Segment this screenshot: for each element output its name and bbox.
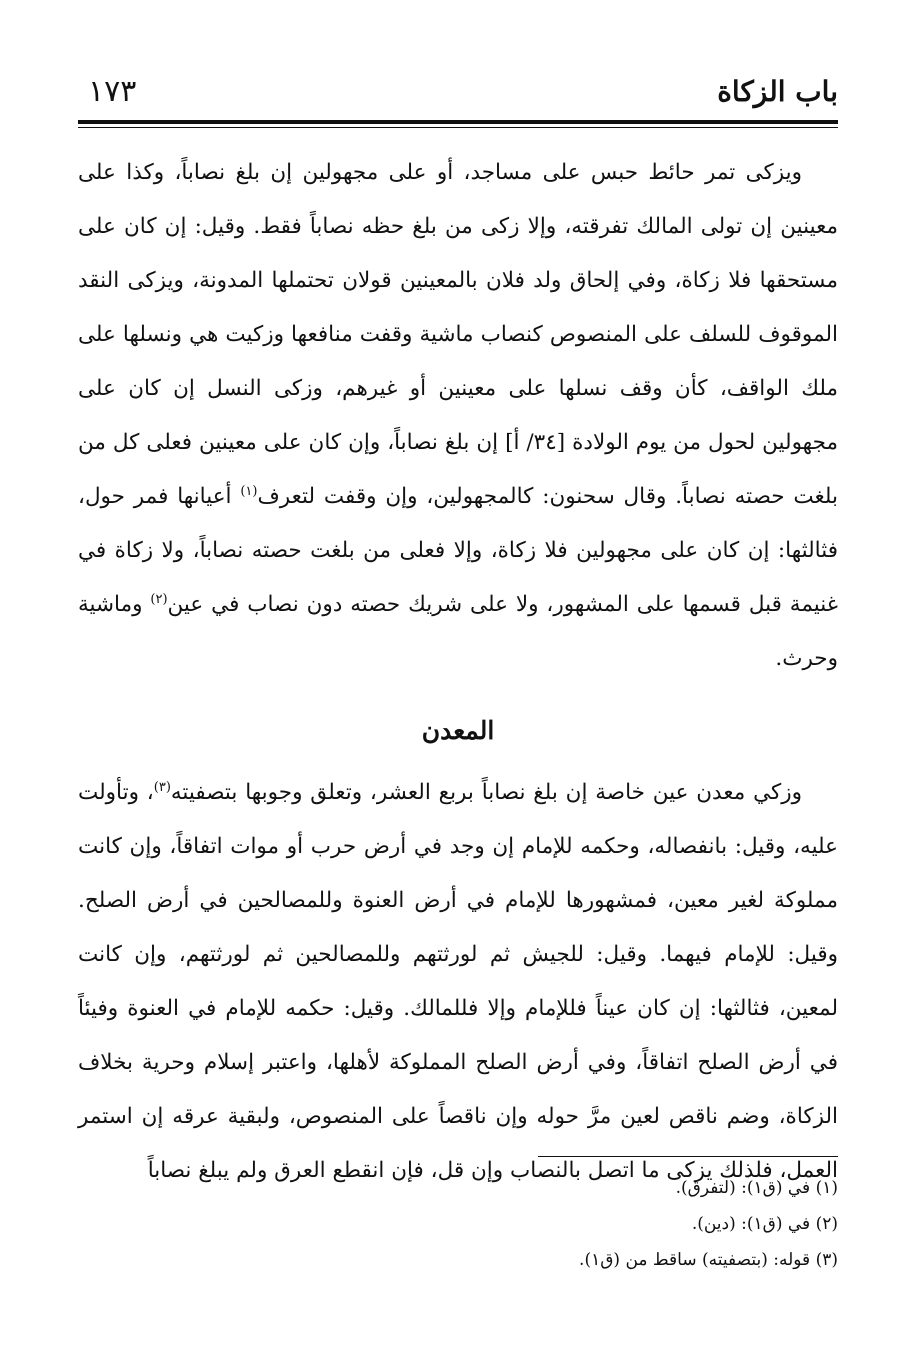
footnote-separator	[538, 1156, 838, 1157]
paragraph-1-part-3: وماشية وحرث.	[78, 592, 838, 671]
footnote-ref-3: (٣)	[153, 779, 171, 795]
footnote-1: (١) في (ق١): (لتفرق).	[675, 1178, 838, 1198]
paragraph-2-part-2: ، وتأولت عليه، وقيل: بانفصاله، وحكمه للإمام إن وجد في أرض حرب أو موات اتفاقاً، وإن كانت مملوكة لغير معين، فمشهورها للإمام في أرض العنوة وللمصالحين في أرض الصلح. وقيل: للإمام فيهما. وقيل: للجيش ثم لورثتهم وللمصالحين ثم لورثتهم، وإن كانت لمعين، فثالثها: إن كان عيناً فللإمام وإلا فللمالك. وقيل: حكمه للإمام في العنوة وفيئاً في أرض الصلح اتفاقاً، وفي أرض الصلح المملوكة لأهلها، واعتبر إسلام وحرية بخلاف الزكاة، وضم ناقص لعين مرَّ حوله وإن ناقصاً على المنصوص، ولبقية عرقه إن استمر العمل، فلذلك يزكى ما اتصل بالنصاب وإن قل، فإن انقطع العرق ولم يبلغ نصاباً	[78, 780, 838, 1183]
header-rule-thin	[78, 127, 838, 128]
main-text	[78, 146, 838, 1198]
section-heading: المعدن	[421, 716, 495, 745]
paragraph-2-part-1: وزكي معدن عين خاصة إن بلغ نصاباً بربع العشر، وتعلق وجوبها بتصفيته	[170, 780, 802, 805]
footnote-2: (٢) في (ق١): (دين).	[691, 1214, 838, 1234]
footnote-3: (٣) قوله: (بتصفيته) ساقط من (ق١).	[579, 1250, 838, 1270]
page-number: ١٧٣	[88, 74, 137, 109]
footnote-ref-2: (٢)	[150, 591, 168, 607]
paragraph-1-part-1: ويزكى تمر حائط حبس على مساجد، أو على مجهولين إن بلغ نصاباً، وكذا على معينين إن تولى المالك تفرقته، وإلا زكى من بلغ حظه نصاباً فقط. وقيل: إن كان على مستحقها فلا زكاة، وفي إلحاق ولد فلان بالمعينين قولان تحتملها المدونة، ويزكى النقد الموقوف للسلف على المنصوص كنصاب ماشية وقفت منافعها وزكيت هي ونسلها على ملك الواقف، كأن وقف نسلها على معينين أو غيرهم، وزكى النسل إن كان على مجهولين لحول من يوم الولادة [٣٤/ أ] إن بلغ نصاباً، وإن كان على معينين فعلى كل من بلغت حصته نصاباً. وقال سحنون: كالمجهولين، وإن وقفت لتعرف	[78, 160, 838, 509]
paragraph-1	[78, 146, 838, 686]
paragraph-2	[78, 766, 838, 1198]
header-rule-thick	[78, 120, 838, 124]
footnotes	[78, 1170, 838, 1278]
book-page	[78, 70, 838, 1330]
running-title: باب الزكاة	[717, 75, 838, 108]
paragraph-1-part-2: أعيانها فمر حول، فثالثها: إن كان على مجهولين فلا زكاة، وإلا فعلى من بلغت حصته نصاباً، ولا زكاة في غنيمة قبل قسمها على المشهور، ولا على شريك حصته دون نصاب في عين	[78, 484, 838, 617]
footnote-ref-1: (١)	[240, 483, 258, 499]
page-header	[78, 70, 838, 118]
